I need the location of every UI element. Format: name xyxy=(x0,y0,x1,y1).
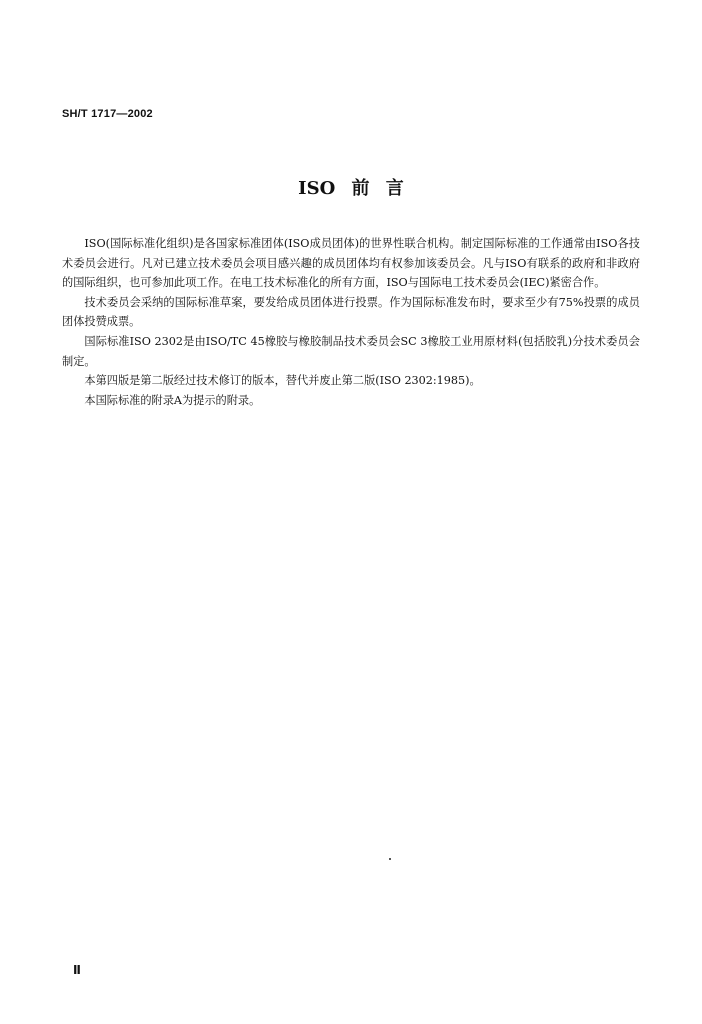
paragraph-iso-organization: ISO(国际标准化组织)是各国家标准团体(ISO成员团体)的世界性联合机构。制定国际标准的工作通常由ISO各技术委员会进行。凡对已建立技术委员会项目感兴趣的成员团体均有权参加该委员会。凡与ISO有联系的政府和非政府的国际组织，也可参加此项工作。在电工技术标准化的所有方面，ISO与国际电工技术委员会(IEC)紧密合作。 xyxy=(62,237,640,290)
document-code: SH/T 1717—2002 xyxy=(62,108,153,120)
page-number: Ⅱ xyxy=(73,963,81,977)
paragraph-edition: 本第四版是第二版经过技术修订的版本，替代并废止第二版(ISO 2302:1985)。 xyxy=(84,374,481,388)
page-title: ISO 前 言 xyxy=(298,178,404,199)
paragraph-committee: 国际标准ISO 2302是由ISO/TC 45橡胶与橡胶制品技术委员会SC 3橡胶工业用原材料(包括胶乳)分技术委员会制定。 xyxy=(62,334,640,368)
stray-mark xyxy=(389,858,391,860)
paragraph-voting: 技术委员会采纳的国际标准草案，要发给成员团体进行投票。作为国际标准发布时，要求至少有75%投票的成员团体投赞成票。 xyxy=(62,295,640,329)
foreword-body xyxy=(62,234,640,410)
paragraph-annex: 本国际标准的附录A为提示的附录。 xyxy=(84,393,261,407)
